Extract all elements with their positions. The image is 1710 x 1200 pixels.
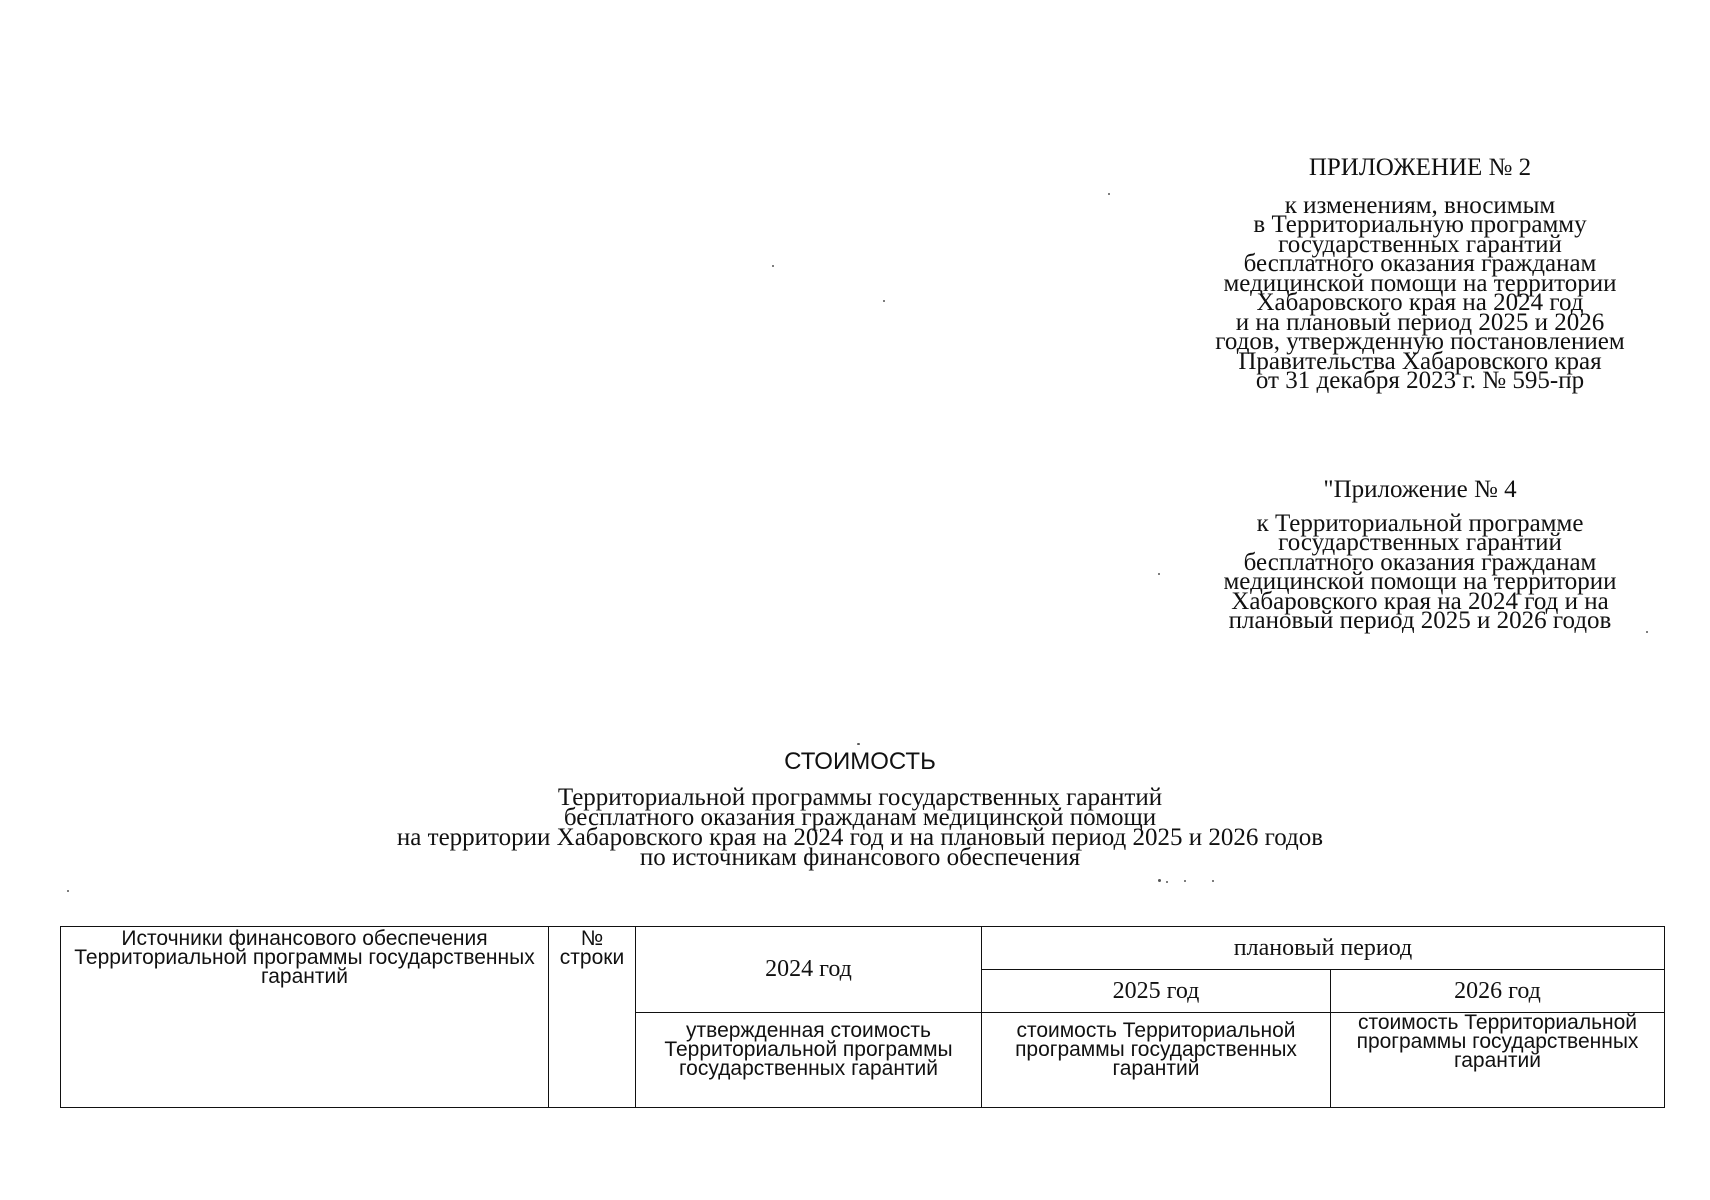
appendix-4-line: медицинской помощи на территории bbox=[1223, 568, 1617, 595]
title-line: бесплатного оказания гражданам медицинской помощи bbox=[563, 804, 1157, 831]
appendix-2-block bbox=[1160, 154, 1680, 394]
appendix-2-line: Правительства Хабаровского края bbox=[1238, 347, 1602, 375]
scan-speck bbox=[772, 265, 774, 267]
scan-speck bbox=[1166, 881, 1168, 883]
row-number-header: № строки bbox=[549, 927, 636, 1108]
scan-speck bbox=[1158, 879, 1161, 882]
appendix-4-line: Хабаровского края на 2024 год и на bbox=[1231, 587, 1609, 615]
scan-speck bbox=[1212, 880, 1214, 882]
title-line: Территориальной программы государственных гарантий bbox=[557, 784, 1163, 811]
scan-speck bbox=[1184, 880, 1186, 882]
scan-speck bbox=[1646, 631, 1648, 633]
planned-period-header: плановый период bbox=[982, 927, 1665, 970]
appendix-2-line: государственных гарантий bbox=[1278, 230, 1562, 258]
desc-2025: стоимость Территориальной программы государственных гарантий bbox=[982, 1013, 1331, 1108]
desc-2024: утвержденная стоимость Территориальной программы государственных гарантий bbox=[636, 1013, 982, 1108]
source-header: Источники финансового обеспечения Территориальной программы государственных гарантий bbox=[61, 927, 549, 1108]
year-2025-header: 2025 год bbox=[982, 970, 1331, 1013]
appendix-4-line: бесплатного оказания гражданам bbox=[1243, 548, 1597, 576]
scan-speck bbox=[67, 890, 69, 892]
appendix-2-line: к изменениям, вносимым bbox=[1284, 191, 1556, 219]
appendix-4-heading: "Приложение № 4 bbox=[1323, 476, 1517, 503]
appendix-2-line: в Территориальную программу bbox=[1253, 211, 1587, 238]
year-2024-header: 2024 год bbox=[636, 927, 982, 1013]
appendix-4-line: государственных гарантий bbox=[1278, 529, 1562, 556]
title-main: СТОИМОСТЬ bbox=[784, 748, 936, 775]
appendix-2-heading: ПРИЛОЖЕНИЕ № 2 bbox=[1308, 154, 1532, 181]
scan-speck bbox=[857, 743, 860, 745]
appendix-2-line: от 31 декабря 2023 г. № 595-пр bbox=[1255, 367, 1585, 394]
title-line: по источникам финансового обеспечения bbox=[639, 844, 1081, 871]
appendix-4-line: плановый период 2025 и 2026 годов bbox=[1228, 607, 1612, 634]
scan-speck bbox=[1158, 573, 1160, 575]
scan-speck bbox=[883, 300, 885, 302]
appendix-2-line: бесплатного оказания гражданам bbox=[1243, 250, 1597, 277]
document-title bbox=[290, 748, 1430, 871]
appendix-2-line: и на плановый период 2025 и 2026 bbox=[1235, 308, 1605, 336]
desc-2026: стоимость Территориальной программы государственных гарантий bbox=[1331, 1013, 1665, 1108]
appendix-2-line: Хабаровского края на 2024 год bbox=[1256, 289, 1584, 316]
appendix-4-line: к Территориальной программе bbox=[1256, 509, 1584, 537]
appendix-2-line: медицинской помощи на территории bbox=[1223, 269, 1617, 297]
cost-table bbox=[60, 926, 1665, 1108]
title-line: на территории Хабаровского края на 2024 год и на плановый период 2025 и 2026 годов bbox=[396, 824, 1324, 851]
scan-speck bbox=[1108, 193, 1110, 195]
year-2026-header: 2026 год bbox=[1331, 970, 1665, 1013]
appendix-4-block bbox=[1160, 476, 1680, 634]
table-header-row bbox=[61, 927, 1665, 970]
appendix-2-line: годов, утвержденную постановлением bbox=[1215, 328, 1625, 355]
